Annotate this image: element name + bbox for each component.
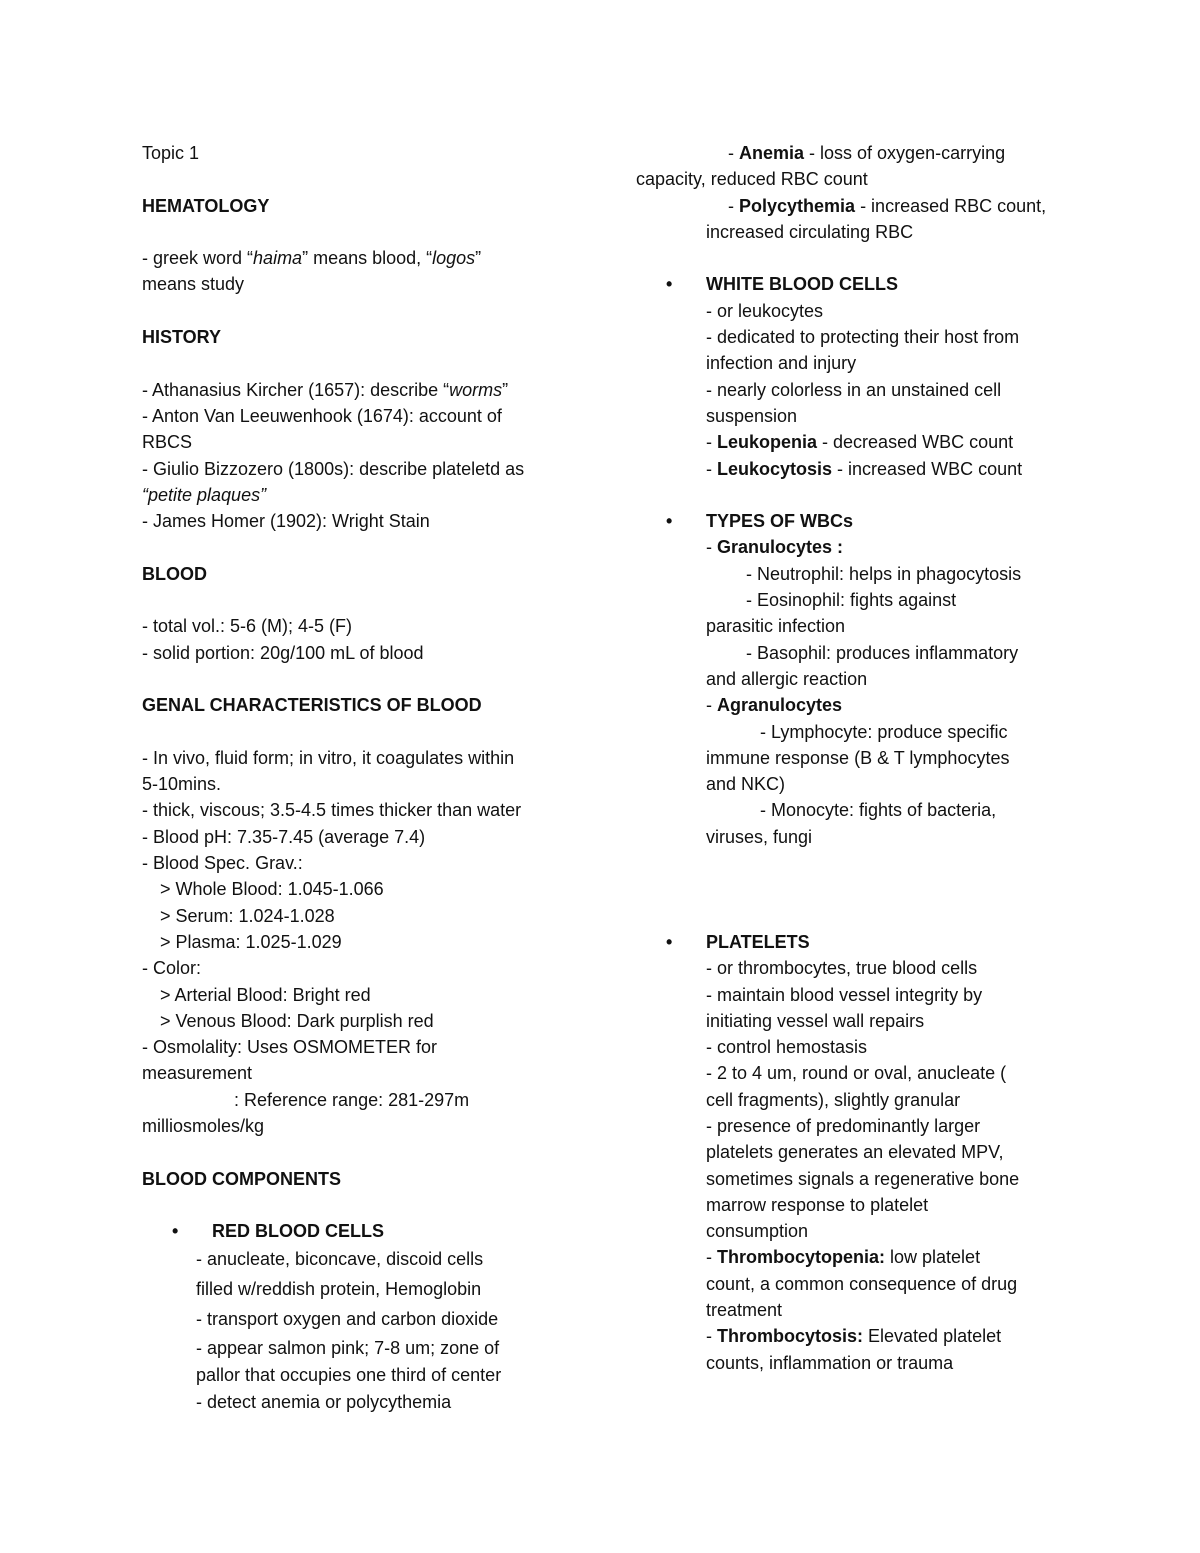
bullet-icon: • [666, 274, 673, 295]
platelet-line: - maintain blood vessel integrity by [706, 984, 983, 1005]
polycythemia-line: - Polycythemia - increased RBC count, [728, 195, 1047, 216]
platelet-line: - 2 to 4 um, round or oval, anucleate ( [706, 1063, 1007, 1084]
rbc-line: - transport oxygen and carbon dioxide [196, 1309, 499, 1330]
general-line: - Blood Spec. Grav.: [142, 853, 303, 874]
general-line: 5-10mins. [142, 774, 222, 795]
blood-line: - solid portion: 20g/100 mL of blood [142, 642, 424, 663]
heading-history: HISTORY [142, 327, 222, 348]
history-line: “petite plaques” [142, 484, 267, 505]
bullet-icon: • [172, 1221, 179, 1242]
general-line: measurement [142, 1063, 253, 1084]
wbc-type-line: - Lymphocyte: produce specific [760, 721, 1008, 742]
rbc-line: pallor that occupies one third of center [196, 1365, 502, 1386]
wbc-type-line: and allergic reaction [706, 668, 868, 689]
bullet-icon: • [666, 931, 673, 952]
rbc-title: • RED BLOOD CELLS [142, 1218, 582, 1244]
wbc-line: - nearly colorless in an unstained cell [706, 379, 1002, 400]
wbc-type-line: - Eosinophil: fights against [746, 590, 957, 611]
wbc-line: suspension [706, 405, 798, 426]
anemia-line: - Anemia - loss of oxygen-carrying [728, 143, 1006, 163]
platelet-line: - or thrombocytes, true blood cells [706, 958, 978, 979]
anemia-line: capacity, reduced RBC count [636, 169, 868, 190]
general-line: > Serum: 1.024-1.028 [160, 905, 335, 926]
platelet-line: consumption [706, 1221, 809, 1242]
platelet-line: - Thrombocytosis: Elevated platelet [706, 1326, 1002, 1347]
platelet-line: - presence of predominantly larger [706, 1115, 981, 1136]
wbc-type-line: - Neutrophil: helps in phagocytosis [746, 563, 1022, 584]
wbc-line: - Leukopenia - decreased WBC count [706, 432, 1014, 453]
platelet-line: treatment [706, 1300, 783, 1321]
general-line: - thick, viscous; 3.5-4.5 times thicker than water [142, 800, 522, 821]
agranulocytes-line: - Agranulocytes [706, 695, 843, 716]
rbc-line: filled w/reddish protein, Hemoglobin [196, 1279, 482, 1300]
wbc-line: - or leukocytes [706, 300, 824, 321]
hematology-definition-cont: means study [142, 274, 245, 295]
platelet-line: counts, inflammation or trauma [706, 1352, 954, 1373]
wbc-type-line: viruses, fungi [706, 826, 813, 847]
right-column [636, 140, 1076, 1376]
general-line: - Blood pH: 7.35-7.45 (average 7.4) [142, 826, 426, 847]
platelet-line: sometimes signals a regenerative bone [706, 1168, 1020, 1189]
history-line: - Athanasius Kircher (1657): describe “worms” [142, 379, 509, 400]
general-line: > Venous Blood: Dark purplish red [160, 1010, 434, 1031]
rbc-line: - detect anemia or polycythemia [196, 1391, 452, 1412]
polycythemia-line: increased circulating RBC [706, 221, 914, 242]
general-line: > Plasma: 1.025-1.029 [160, 931, 342, 952]
general-line: > Arterial Blood: Bright red [160, 984, 371, 1005]
platelet-line: - control hemostasis [706, 1037, 868, 1058]
wbc-type-line: and NKC) [706, 774, 786, 795]
granulocytes-line: - Granulocytes : [706, 537, 844, 558]
wbc-type-line: immune response (B & T lymphocytes [706, 747, 1010, 768]
history-line: - Giulio Bizzozero (1800s): describe plateletd as [142, 458, 525, 479]
wbc-line: - dedicated to protecting their host from [706, 327, 1020, 348]
history-line: - James Homer (1902): Wright Stain [142, 511, 430, 532]
platelet-line: count, a common consequence of drug [706, 1273, 1018, 1294]
platelet-line: cell fragments), slightly granular [706, 1089, 961, 1110]
heading-blood: BLOOD [142, 563, 207, 584]
wbc-line: infection and injury [706, 353, 857, 374]
history-line: - Anton Van Leeuwenhook (1674): account of [142, 405, 502, 426]
bullet-icon: • [666, 511, 673, 532]
heading-hematology: HEMATOLOGY [142, 195, 270, 216]
general-line: - Color: [142, 958, 202, 979]
wbc-type-line: - Basophil: produces inflammatory [746, 642, 1019, 663]
wbc-type-line: parasitic infection [706, 616, 846, 637]
heading-blood-components: BLOOD COMPONENTS [142, 1168, 342, 1189]
heading-general-characteristics: GENAL CHARACTERISTICS OF BLOOD [142, 695, 482, 716]
general-line: - In vivo, fluid form; in vitro, it coagulates within [142, 747, 515, 768]
rbc-line: - appear salmon pink; 7-8 um; zone of [196, 1338, 500, 1359]
hematology-definition: - greek word “haima” means blood, “logos” [142, 248, 482, 269]
wbc-type-line: - Monocyte: fights of bacteria, [760, 800, 997, 821]
platelet-line: initiating vessel wall repairs [706, 1010, 925, 1031]
topic-label: Topic 1 [142, 143, 200, 163]
wbc-types-title: • TYPES OF WBCs [636, 508, 1076, 534]
wbc-line: - Leukocytosis - increased WBC count [706, 458, 1023, 479]
left-column [142, 140, 582, 1415]
platelets-title: • PLATELETS [636, 929, 1076, 955]
general-line: - Osmolality: Uses OSMOMETER for [142, 1037, 438, 1058]
platelet-line: platelets generates an elevated MPV, [706, 1142, 1004, 1163]
rbc-line: - anucleate, biconcave, discoid cells [196, 1249, 484, 1270]
blood-line: - total vol.: 5-6 (M); 4-5 (F) [142, 616, 353, 637]
platelet-line: - Thrombocytopenia: low platelet [706, 1247, 981, 1268]
platelet-line: marrow response to platelet [706, 1194, 929, 1215]
history-line: RBCS [142, 432, 193, 453]
wbc-title: • WHITE BLOOD CELLS [636, 271, 1076, 297]
general-line: > Whole Blood: 1.045-1.066 [160, 879, 384, 900]
general-line: milliosmoles/kg [142, 1115, 265, 1136]
general-line: : Reference range: 281-297m [234, 1089, 470, 1110]
